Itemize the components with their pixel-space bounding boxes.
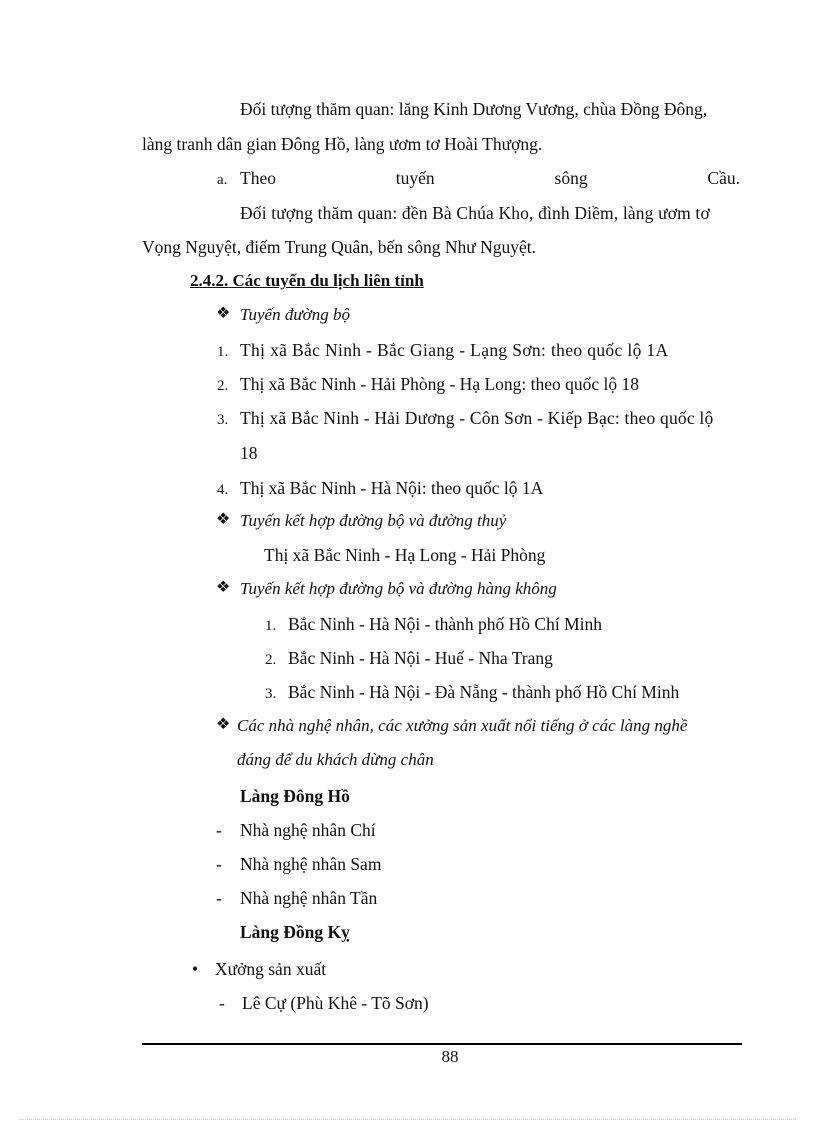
list-number: 2. [265, 652, 277, 668]
footer-rule [142, 1043, 742, 1045]
diamond-icon: ❖ [216, 511, 231, 528]
dash-marker: - [219, 993, 225, 1013]
list-item: Thị xã Bắc Ninh - Hải Phòng - Hạ Long: theo quốc lộ 18 [240, 374, 640, 394]
list-number: 1. [217, 344, 229, 360]
village-heading: Làng Đông Hồ [240, 786, 350, 806]
word: tuyến [395, 168, 435, 188]
page-edge-divider [20, 1119, 796, 1120]
paragraph-line: Vọng Nguyệt, điếm Trung Quân, bến sông Như Nguyệt. [142, 237, 536, 257]
page-number: 88 [441, 1047, 459, 1066]
group-title-continuation: đáng để du khách dừng chân [237, 750, 434, 769]
list-item-continuation: 18 [240, 443, 258, 463]
village-heading: Làng Đồng Kỵ [240, 922, 350, 942]
text: Đối tượng thăm quan: lăng Kinh Dương Vương, chùa Đồng Đông, [240, 99, 708, 119]
group-title: Các nhà nghệ nhân, các xưởng sản xuất nổi tiếng ở các làng nghề [237, 716, 688, 735]
list-item: Nhà nghệ nhân Chí [240, 820, 376, 840]
dash-marker: - [216, 820, 222, 840]
word: sông [554, 168, 588, 188]
section-heading: 2.4.2. Các tuyến du lịch liên tỉnh [190, 271, 424, 290]
list-item: Nhà nghệ nhân Sam [240, 854, 382, 874]
list-item: Xưởng sản xuất [215, 959, 327, 979]
group-title: Tuyến đường bộ [240, 305, 350, 324]
group-title: Tuyến kết hợp đường bộ và đường thuỷ [240, 511, 507, 530]
dash-marker: - [216, 854, 222, 874]
list-number: 3. [265, 686, 277, 702]
dash-marker: - [216, 888, 222, 908]
group-title: Tuyến kết hợp đường bộ và đường hàng không [240, 579, 557, 598]
list-item: Thị xã Bắc Ninh - Hải Dương - Côn Sơn - Kiếp Bạc: theo quốc lộ [240, 408, 714, 428]
paragraph-line: Đối tượng thăm quan: đền Bà Chúa Kho, đình Diềm, làng ươm tơ [240, 203, 710, 223]
list-item: Bắc Ninh - Hà Nội - Đà Nẵng - thành phố Hồ Chí Minh [288, 682, 680, 702]
list-item: Lê Cự (Phù Khê - Tõ Sơn) [242, 993, 429, 1013]
diamond-icon: ❖ [216, 579, 231, 596]
list-number: 2. [217, 378, 229, 394]
paragraph-line: làng tranh dân gian Đông Hồ, làng ươm tơ Hoài Thượng. [142, 134, 543, 154]
list-number: 4. [217, 482, 229, 498]
list-number: 3. [217, 412, 229, 428]
list-item: Bắc Ninh - Hà Nội - thành phố Hồ Chí Minh [288, 614, 602, 634]
word: Cầu. [707, 168, 740, 188]
list-number: 1. [265, 618, 277, 634]
item-a-line [240, 167, 740, 189]
list-item: Nhà nghệ nhân Tần [240, 888, 378, 908]
list-item: Bắc Ninh - Hà Nội - Huế - Nha Trang [288, 648, 553, 668]
diamond-icon: ❖ [216, 716, 231, 733]
list-marker: a. [217, 172, 228, 188]
list-item: Thị xã Bắc Ninh - Bắc Giang - Lạng Sơn: theo quốc lộ 1A [240, 340, 669, 360]
paragraph-line [240, 98, 740, 120]
word: Theo [240, 168, 276, 188]
diamond-icon: ❖ [216, 305, 231, 322]
list-item: Thị xã Bắc Ninh - Hà Nội: theo quốc lộ 1A [240, 478, 544, 498]
route-text: Thị xã Bắc Ninh - Hạ Long - Hải Phòng [264, 545, 546, 565]
bullet-icon: • [192, 959, 199, 979]
